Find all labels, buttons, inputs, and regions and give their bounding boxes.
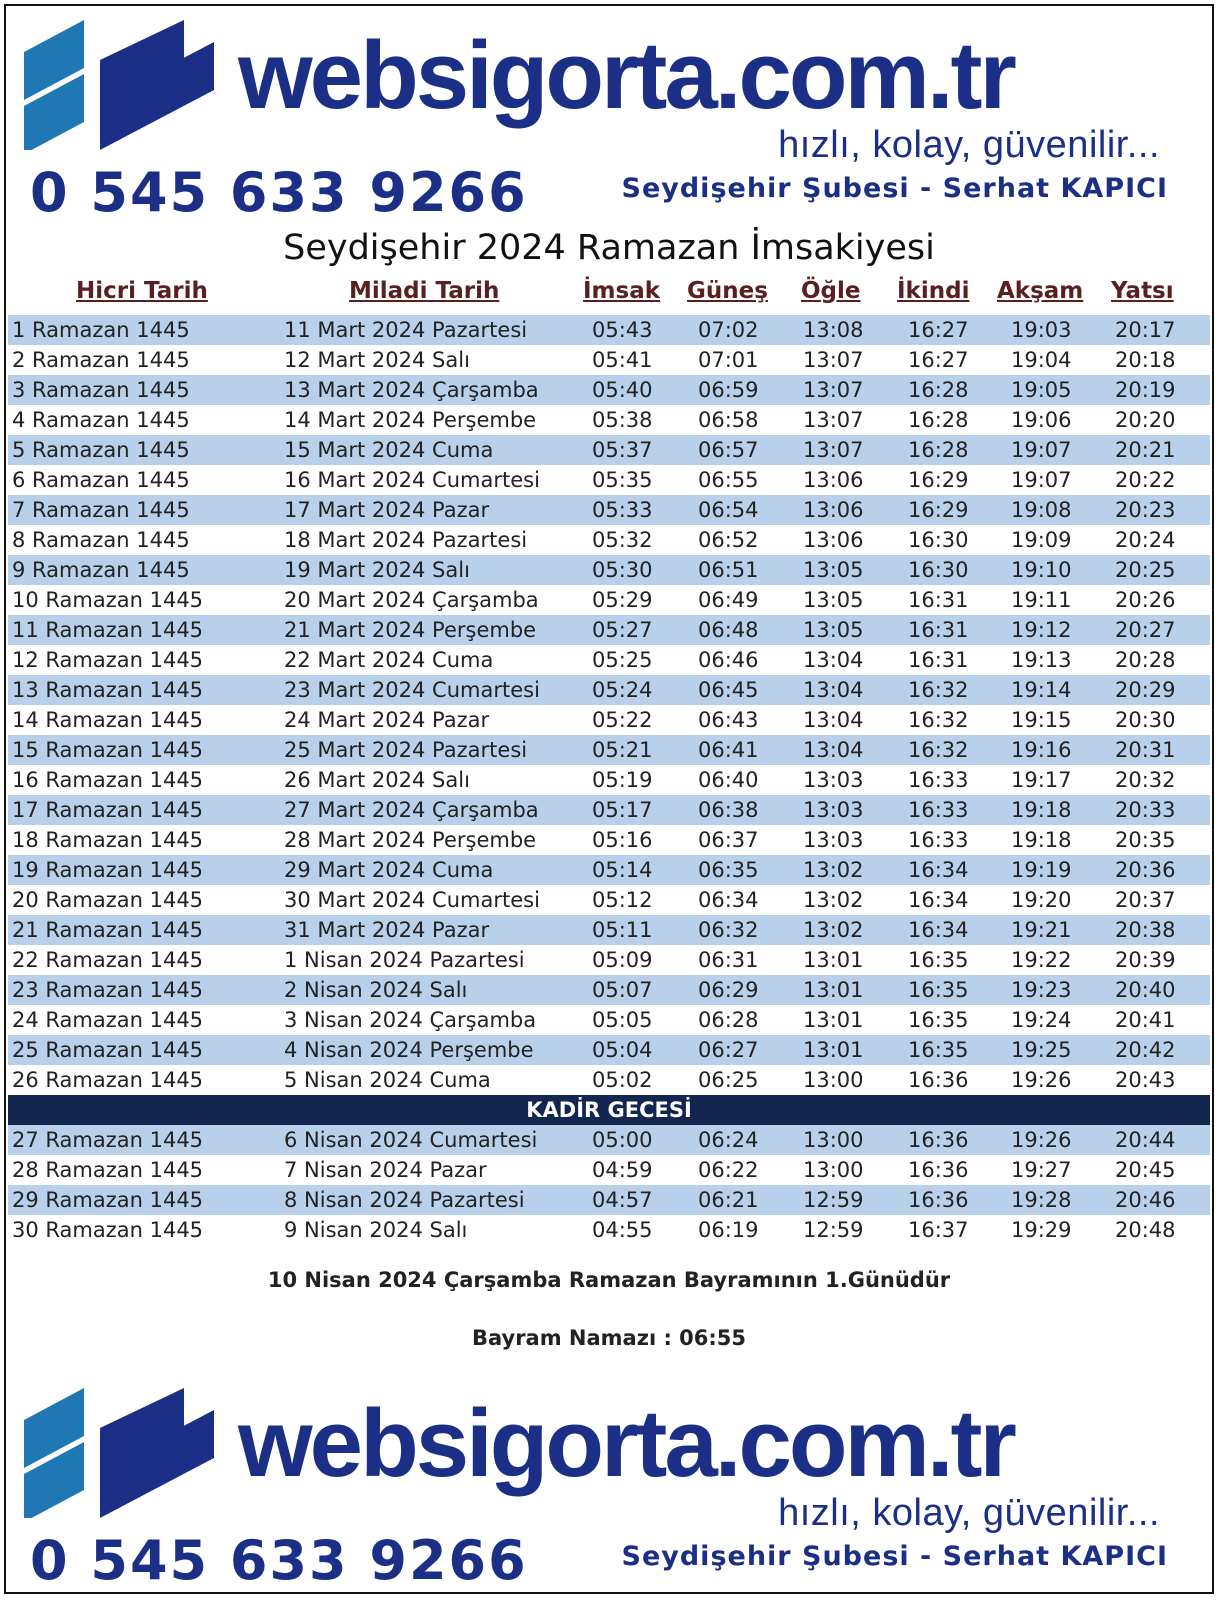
cell-ogle: 13:00 xyxy=(803,1158,864,1182)
cell-imsak: 05:30 xyxy=(592,558,653,582)
cell-aksam: 19:28 xyxy=(1011,1188,1072,1212)
cell-gunes: 06:27 xyxy=(698,1038,759,1062)
cell-ogle: 13:03 xyxy=(803,768,864,792)
cell-yatsi: 20:24 xyxy=(1115,528,1176,552)
cell-ikindi: 16:28 xyxy=(908,438,969,462)
cell-hicri: 22 Ramazan 1445 xyxy=(12,948,204,972)
cell-hicri: 14 Ramazan 1445 xyxy=(12,708,204,732)
cell-imsak: 05:43 xyxy=(592,318,653,342)
cell-ikindi: 16:37 xyxy=(908,1218,969,1242)
cell-yatsi: 20:18 xyxy=(1115,348,1176,372)
cell-yatsi: 20:29 xyxy=(1115,678,1176,702)
cell-miladi: 4 Nisan 2024 Perşembe xyxy=(284,1038,534,1062)
cell-gunes: 06:57 xyxy=(698,438,759,462)
cell-hicri: 8 Ramazan 1445 xyxy=(12,528,190,552)
kadir-gecesi-band: KADİR GECESİ xyxy=(8,1095,1210,1125)
cell-hicri: 26 Ramazan 1445 xyxy=(12,1068,204,1092)
cell-yatsi: 20:23 xyxy=(1115,498,1176,522)
cell-yatsi: 20:25 xyxy=(1115,558,1176,582)
cell-yatsi: 20:17 xyxy=(1115,318,1176,342)
cell-yatsi: 20:46 xyxy=(1115,1188,1176,1212)
cell-aksam: 19:06 xyxy=(1011,408,1072,432)
cell-imsak: 05:32 xyxy=(592,528,653,552)
table-row xyxy=(8,555,1210,585)
cell-hicri: 17 Ramazan 1445 xyxy=(12,798,204,822)
cell-miladi: 25 Mart 2024 Pazartesi xyxy=(284,738,528,762)
cell-hicri: 6 Ramazan 1445 xyxy=(12,468,190,492)
cell-ogle: 13:05 xyxy=(803,588,864,612)
cell-ikindi: 16:31 xyxy=(908,648,969,672)
cell-gunes: 06:41 xyxy=(698,738,759,762)
cell-miladi: 15 Mart 2024 Cuma xyxy=(284,438,494,462)
cell-gunes: 06:19 xyxy=(698,1218,759,1242)
cell-ikindi: 16:30 xyxy=(908,528,969,552)
cell-hicri: 9 Ramazan 1445 xyxy=(12,558,190,582)
cell-hicri: 27 Ramazan 1445 xyxy=(12,1128,204,1152)
cell-hicri: 12 Ramazan 1445 xyxy=(12,648,204,672)
cell-aksam: 19:13 xyxy=(1011,648,1072,672)
cell-aksam: 19:03 xyxy=(1011,318,1072,342)
cell-ogle: 13:07 xyxy=(803,378,864,402)
cell-ikindi: 16:35 xyxy=(908,978,969,1002)
cell-aksam: 19:16 xyxy=(1011,738,1072,762)
cell-ogle: 13:01 xyxy=(803,978,864,1002)
brand-name: websigorta.com.tr xyxy=(238,22,1014,129)
cell-ikindi: 16:35 xyxy=(908,948,969,972)
cell-miladi: 28 Mart 2024 Perşembe xyxy=(284,828,537,852)
cell-yatsi: 20:48 xyxy=(1115,1218,1176,1242)
cell-miladi: 27 Mart 2024 Çarşamba xyxy=(284,798,539,822)
table-row xyxy=(8,735,1210,765)
cell-gunes: 06:52 xyxy=(698,528,759,552)
cell-yatsi: 20:38 xyxy=(1115,918,1176,942)
table-row xyxy=(8,795,1210,825)
cell-aksam: 19:07 xyxy=(1011,468,1072,492)
cell-imsak: 05:04 xyxy=(592,1038,653,1062)
cell-ikindi: 16:36 xyxy=(908,1188,969,1212)
cell-miladi: 14 Mart 2024 Perşembe xyxy=(284,408,537,432)
cell-hicri: 11 Ramazan 1445 xyxy=(12,618,204,642)
header-ogle: Öğle xyxy=(801,278,861,304)
cell-hicri: 10 Ramazan 1445 xyxy=(12,588,204,612)
cell-imsak: 05:29 xyxy=(592,588,653,612)
cell-yatsi: 20:43 xyxy=(1115,1068,1176,1092)
cell-hicri: 5 Ramazan 1445 xyxy=(12,438,190,462)
cell-hicri: 20 Ramazan 1445 xyxy=(12,888,204,912)
table-row xyxy=(8,1215,1210,1245)
cell-ikindi: 16:33 xyxy=(908,798,969,822)
brand-name: websigorta.com.tr xyxy=(238,1390,1014,1497)
cell-miladi: 17 Mart 2024 Pazar xyxy=(284,498,490,522)
cell-aksam: 19:21 xyxy=(1011,918,1072,942)
cell-hicri: 21 Ramazan 1445 xyxy=(12,918,204,942)
cell-hicri: 1 Ramazan 1445 xyxy=(12,318,190,342)
cell-ikindi: 16:34 xyxy=(908,858,969,882)
cell-ogle: 13:06 xyxy=(803,468,864,492)
cell-imsak: 04:55 xyxy=(592,1218,653,1242)
cell-imsak: 05:41 xyxy=(592,348,653,372)
cell-imsak: 05:14 xyxy=(592,858,653,882)
cell-ikindi: 16:36 xyxy=(908,1068,969,1092)
header-imsak: İmsak xyxy=(583,278,661,304)
cell-aksam: 19:18 xyxy=(1011,798,1072,822)
cell-aksam: 19:22 xyxy=(1011,948,1072,972)
cell-gunes: 06:49 xyxy=(698,588,759,612)
header-yatsi: Yatsı xyxy=(1111,278,1174,304)
cell-ikindi: 16:33 xyxy=(908,828,969,852)
imsakiye-page xyxy=(4,4,1214,1594)
cell-miladi: 31 Mart 2024 Pazar xyxy=(284,918,490,942)
cell-imsak: 05:07 xyxy=(592,978,653,1002)
branch-name: Seydişehir Şubesi - Serhat KAPICI xyxy=(621,173,1168,204)
cell-yatsi: 20:40 xyxy=(1115,978,1176,1002)
cell-ogle: 13:06 xyxy=(803,498,864,522)
table-row xyxy=(8,825,1210,855)
cell-aksam: 19:12 xyxy=(1011,618,1072,642)
bayram-note: 10 Nisan 2024 Çarşamba Ramazan Bayramının 1.Günüdür xyxy=(267,1268,951,1292)
cell-yatsi: 20:21 xyxy=(1115,438,1176,462)
cell-hicri: 19 Ramazan 1445 xyxy=(12,858,204,882)
cell-hicri: 23 Ramazan 1445 xyxy=(12,978,204,1002)
cell-gunes: 06:48 xyxy=(698,618,759,642)
cell-ikindi: 16:29 xyxy=(908,498,969,522)
cell-gunes: 06:31 xyxy=(698,948,759,972)
cell-ikindi: 16:33 xyxy=(908,768,969,792)
cell-gunes: 06:28 xyxy=(698,1008,759,1032)
table-row xyxy=(8,855,1210,885)
cell-aksam: 19:07 xyxy=(1011,438,1072,462)
cell-gunes: 06:51 xyxy=(698,558,759,582)
cell-hicri: 30 Ramazan 1445 xyxy=(12,1218,204,1242)
cell-ikindi: 16:32 xyxy=(908,708,969,732)
table-row xyxy=(8,885,1210,915)
cell-ogle: 13:06 xyxy=(803,528,864,552)
cell-ogle: 13:04 xyxy=(803,678,864,702)
table-row xyxy=(8,585,1210,615)
cell-ikindi: 16:34 xyxy=(908,888,969,912)
cell-hicri: 18 Ramazan 1445 xyxy=(12,828,204,852)
cell-aksam: 19:15 xyxy=(1011,708,1072,732)
cell-imsak: 05:37 xyxy=(592,438,653,462)
cell-hicri: 13 Ramazan 1445 xyxy=(12,678,204,702)
cell-ogle: 13:01 xyxy=(803,948,864,972)
cell-imsak: 05:38 xyxy=(592,408,653,432)
table-row xyxy=(8,465,1210,495)
cell-imsak: 05:40 xyxy=(592,378,653,402)
cell-aksam: 19:17 xyxy=(1011,768,1072,792)
cell-yatsi: 20:36 xyxy=(1115,858,1176,882)
cell-aksam: 19:05 xyxy=(1011,378,1072,402)
bayram-namazi-note: Bayram Namazı : 06:55 xyxy=(471,1326,747,1350)
slogan: hızlı, kolay, güvenilir... xyxy=(778,1492,1160,1534)
cell-ikindi: 16:31 xyxy=(908,618,969,642)
cell-yatsi: 20:33 xyxy=(1115,798,1176,822)
cell-aksam: 19:26 xyxy=(1011,1128,1072,1152)
cell-miladi: 9 Nisan 2024 Salı xyxy=(284,1218,468,1242)
cell-ogle: 13:02 xyxy=(803,888,864,912)
table-row xyxy=(8,1185,1210,1215)
table-row xyxy=(8,1035,1210,1065)
cell-gunes: 06:37 xyxy=(698,828,759,852)
cell-gunes: 07:02 xyxy=(698,318,759,342)
imsakiye-table xyxy=(8,315,1210,1245)
cell-gunes: 06:55 xyxy=(698,468,759,492)
cell-miladi: 12 Mart 2024 Salı xyxy=(284,348,470,372)
cell-yatsi: 20:42 xyxy=(1115,1038,1176,1062)
cell-imsak: 05:27 xyxy=(592,618,653,642)
cell-imsak: 05:00 xyxy=(592,1128,653,1152)
cell-aksam: 19:19 xyxy=(1011,858,1072,882)
cell-yatsi: 20:35 xyxy=(1115,828,1176,852)
slogan: hızlı, kolay, güvenilir... xyxy=(778,124,1160,166)
table-row xyxy=(8,915,1210,945)
cell-ikindi: 16:28 xyxy=(908,408,969,432)
cell-yatsi: 20:20 xyxy=(1115,408,1176,432)
cell-gunes: 07:01 xyxy=(698,348,759,372)
cell-ikindi: 16:34 xyxy=(908,918,969,942)
cell-hicri: 24 Ramazan 1445 xyxy=(12,1008,204,1032)
cell-gunes: 06:35 xyxy=(698,858,759,882)
cell-ikindi: 16:35 xyxy=(908,1008,969,1032)
cell-hicri: 15 Ramazan 1445 xyxy=(12,738,204,762)
table-row xyxy=(8,765,1210,795)
page-title: Seydişehir 2024 Ramazan İmsakiyesi xyxy=(283,228,935,268)
header-gunes: Güneş xyxy=(687,278,768,304)
header-ikindi: İkindi xyxy=(897,278,970,304)
cell-ogle: 13:02 xyxy=(803,858,864,882)
cell-ikindi: 16:36 xyxy=(908,1128,969,1152)
cell-imsak: 05:35 xyxy=(592,468,653,492)
cell-ogle: 13:03 xyxy=(803,828,864,852)
cell-imsak: 05:24 xyxy=(592,678,653,702)
cell-yatsi: 20:30 xyxy=(1115,708,1176,732)
cell-gunes: 06:38 xyxy=(698,798,759,822)
cell-miladi: 16 Mart 2024 Cumartesi xyxy=(284,468,540,492)
cell-hicri: 16 Ramazan 1445 xyxy=(12,768,204,792)
cell-gunes: 06:29 xyxy=(698,978,759,1002)
cell-miladi: 22 Mart 2024 Cuma xyxy=(284,648,494,672)
table-row xyxy=(8,375,1210,405)
cell-imsak: 05:02 xyxy=(592,1068,653,1092)
cell-gunes: 06:21 xyxy=(698,1188,759,1212)
cell-yatsi: 20:28 xyxy=(1115,648,1176,672)
cell-ogle: 13:07 xyxy=(803,348,864,372)
cell-aksam: 19:11 xyxy=(1011,588,1072,612)
phone-number: 0 545 633 9266 xyxy=(30,1529,528,1592)
cell-miladi: 5 Nisan 2024 Cuma xyxy=(284,1068,491,1092)
cell-ikindi: 16:29 xyxy=(908,468,969,492)
cell-miladi: 18 Mart 2024 Pazartesi xyxy=(284,528,528,552)
cell-ogle: 12:59 xyxy=(803,1218,864,1242)
cell-hicri: 4 Ramazan 1445 xyxy=(12,408,190,432)
cell-miladi: 21 Mart 2024 Perşembe xyxy=(284,618,537,642)
cell-imsak: 05:09 xyxy=(592,948,653,972)
table-row xyxy=(8,435,1210,465)
cell-aksam: 19:24 xyxy=(1011,1008,1072,1032)
cell-gunes: 06:34 xyxy=(698,888,759,912)
cell-imsak: 05:16 xyxy=(592,828,653,852)
table-row xyxy=(8,495,1210,525)
cell-ikindi: 16:30 xyxy=(908,558,969,582)
cell-yatsi: 20:31 xyxy=(1115,738,1176,762)
cell-imsak: 05:22 xyxy=(592,708,653,732)
cell-gunes: 06:32 xyxy=(698,918,759,942)
cell-imsak: 05:19 xyxy=(592,768,653,792)
cell-miladi: 1 Nisan 2024 Pazartesi xyxy=(284,948,525,972)
cell-ikindi: 16:32 xyxy=(908,678,969,702)
cell-miladi: 19 Mart 2024 Salı xyxy=(284,558,470,582)
cell-imsak: 05:25 xyxy=(592,648,653,672)
header-hicri: Hicri Tarih xyxy=(76,278,208,304)
cell-ogle: 13:04 xyxy=(803,708,864,732)
cell-gunes: 06:43 xyxy=(698,708,759,732)
cell-imsak: 04:57 xyxy=(592,1188,653,1212)
cell-hicri: 3 Ramazan 1445 xyxy=(12,378,190,402)
cell-gunes: 06:59 xyxy=(698,378,759,402)
cell-miladi: 8 Nisan 2024 Pazartesi xyxy=(284,1188,525,1212)
cell-miladi: 20 Mart 2024 Çarşamba xyxy=(284,588,539,612)
cell-aksam: 19:29 xyxy=(1011,1218,1072,1242)
cell-ogle: 13:00 xyxy=(803,1128,864,1152)
cell-gunes: 06:54 xyxy=(698,498,759,522)
cell-ogle: 13:08 xyxy=(803,318,864,342)
phone-number: 0 545 633 9266 xyxy=(30,161,528,224)
cell-hicri: 28 Ramazan 1445 xyxy=(12,1158,204,1182)
branch-name: Seydişehir Şubesi - Serhat KAPICI xyxy=(621,1541,1168,1572)
cell-gunes: 06:22 xyxy=(698,1158,759,1182)
cell-yatsi: 20:41 xyxy=(1115,1008,1176,1032)
cell-yatsi: 20:37 xyxy=(1115,888,1176,912)
cell-gunes: 06:25 xyxy=(698,1068,759,1092)
cell-imsak: 05:17 xyxy=(592,798,653,822)
table-row xyxy=(8,1005,1210,1035)
cell-ogle: 12:59 xyxy=(803,1188,864,1212)
websigorta-logo-icon xyxy=(24,1388,234,1518)
cell-miladi: 2 Nisan 2024 Salı xyxy=(284,978,468,1002)
cell-imsak: 05:11 xyxy=(592,918,653,942)
cell-hicri: 25 Ramazan 1445 xyxy=(12,1038,204,1062)
cell-miladi: 24 Mart 2024 Pazar xyxy=(284,708,490,732)
cell-aksam: 19:14 xyxy=(1011,678,1072,702)
cell-ogle: 13:03 xyxy=(803,798,864,822)
table-row xyxy=(8,1155,1210,1185)
cell-yatsi: 20:32 xyxy=(1115,768,1176,792)
cell-aksam: 19:26 xyxy=(1011,1068,1072,1092)
table-row xyxy=(8,315,1210,345)
cell-yatsi: 20:39 xyxy=(1115,948,1176,972)
cell-miladi: 29 Mart 2024 Cuma xyxy=(284,858,494,882)
cell-yatsi: 20:26 xyxy=(1115,588,1176,612)
cell-aksam: 19:25 xyxy=(1011,1038,1072,1062)
cell-ogle: 13:04 xyxy=(803,648,864,672)
table-row xyxy=(8,705,1210,735)
cell-ikindi: 16:36 xyxy=(908,1158,969,1182)
cell-imsak: 05:05 xyxy=(592,1008,653,1032)
cell-aksam: 19:18 xyxy=(1011,828,1072,852)
table-row xyxy=(8,345,1210,375)
cell-ikindi: 16:31 xyxy=(908,588,969,612)
cell-gunes: 06:45 xyxy=(698,678,759,702)
table-row xyxy=(8,615,1210,645)
cell-aksam: 19:20 xyxy=(1011,888,1072,912)
cell-miladi: 23 Mart 2024 Cumartesi xyxy=(284,678,540,702)
cell-ikindi: 16:27 xyxy=(908,318,969,342)
cell-miladi: 6 Nisan 2024 Cumartesi xyxy=(284,1128,538,1152)
table-header xyxy=(6,278,1212,314)
cell-gunes: 06:58 xyxy=(698,408,759,432)
cell-imsak: 04:59 xyxy=(592,1158,653,1182)
cell-aksam: 19:04 xyxy=(1011,348,1072,372)
cell-ogle: 13:00 xyxy=(803,1068,864,1092)
cell-miladi: 26 Mart 2024 Salı xyxy=(284,768,470,792)
header-miladi: Miladi Tarih xyxy=(349,278,500,304)
cell-yatsi: 20:19 xyxy=(1115,378,1176,402)
cell-ogle: 13:04 xyxy=(803,738,864,762)
cell-yatsi: 20:45 xyxy=(1115,1158,1176,1182)
cell-ikindi: 16:35 xyxy=(908,1038,969,1062)
cell-miladi: 30 Mart 2024 Cumartesi xyxy=(284,888,540,912)
cell-aksam: 19:27 xyxy=(1011,1158,1072,1182)
cell-hicri: 7 Ramazan 1445 xyxy=(12,498,190,522)
cell-gunes: 06:40 xyxy=(698,768,759,792)
table-row xyxy=(8,945,1210,975)
cell-miladi: 7 Nisan 2024 Pazar xyxy=(284,1158,487,1182)
table-row xyxy=(8,525,1210,555)
cell-imsak: 05:33 xyxy=(592,498,653,522)
header-aksam: Akşam xyxy=(997,278,1084,304)
table-row xyxy=(8,1125,1210,1155)
cell-ogle: 13:05 xyxy=(803,558,864,582)
cell-miladi: 11 Mart 2024 Pazartesi xyxy=(284,318,528,342)
cell-gunes: 06:46 xyxy=(698,648,759,672)
cell-ogle: 13:07 xyxy=(803,408,864,432)
cell-yatsi: 20:27 xyxy=(1115,618,1176,642)
table-row xyxy=(8,675,1210,705)
cell-imsak: 05:12 xyxy=(592,888,653,912)
cell-ogle: 13:02 xyxy=(803,918,864,942)
cell-yatsi: 20:22 xyxy=(1115,468,1176,492)
cell-aksam: 19:08 xyxy=(1011,498,1072,522)
cell-ogle: 13:01 xyxy=(803,1038,864,1062)
table-row xyxy=(8,1065,1210,1095)
cell-imsak: 05:21 xyxy=(592,738,653,762)
cell-ikindi: 16:28 xyxy=(908,378,969,402)
cell-yatsi: 20:44 xyxy=(1115,1128,1176,1152)
cell-ikindi: 16:32 xyxy=(908,738,969,762)
cell-ogle: 13:07 xyxy=(803,438,864,462)
cell-aksam: 19:10 xyxy=(1011,558,1072,582)
cell-ogle: 13:01 xyxy=(803,1008,864,1032)
cell-ogle: 13:05 xyxy=(803,618,864,642)
cell-miladi: 13 Mart 2024 Çarşamba xyxy=(284,378,539,402)
table-row xyxy=(8,645,1210,675)
cell-aksam: 19:09 xyxy=(1011,528,1072,552)
cell-ikindi: 16:27 xyxy=(908,348,969,372)
cell-hicri: 2 Ramazan 1445 xyxy=(12,348,190,372)
top-banner xyxy=(6,6,1212,224)
cell-hicri: 29 Ramazan 1445 xyxy=(12,1188,204,1212)
bottom-banner xyxy=(6,1374,1212,1592)
table-row xyxy=(8,975,1210,1005)
cell-aksam: 19:23 xyxy=(1011,978,1072,1002)
cell-miladi: 3 Nisan 2024 Çarşamba xyxy=(284,1008,537,1032)
websigorta-logo-icon xyxy=(24,20,234,150)
table-row xyxy=(8,405,1210,435)
cell-gunes: 06:24 xyxy=(698,1128,759,1152)
